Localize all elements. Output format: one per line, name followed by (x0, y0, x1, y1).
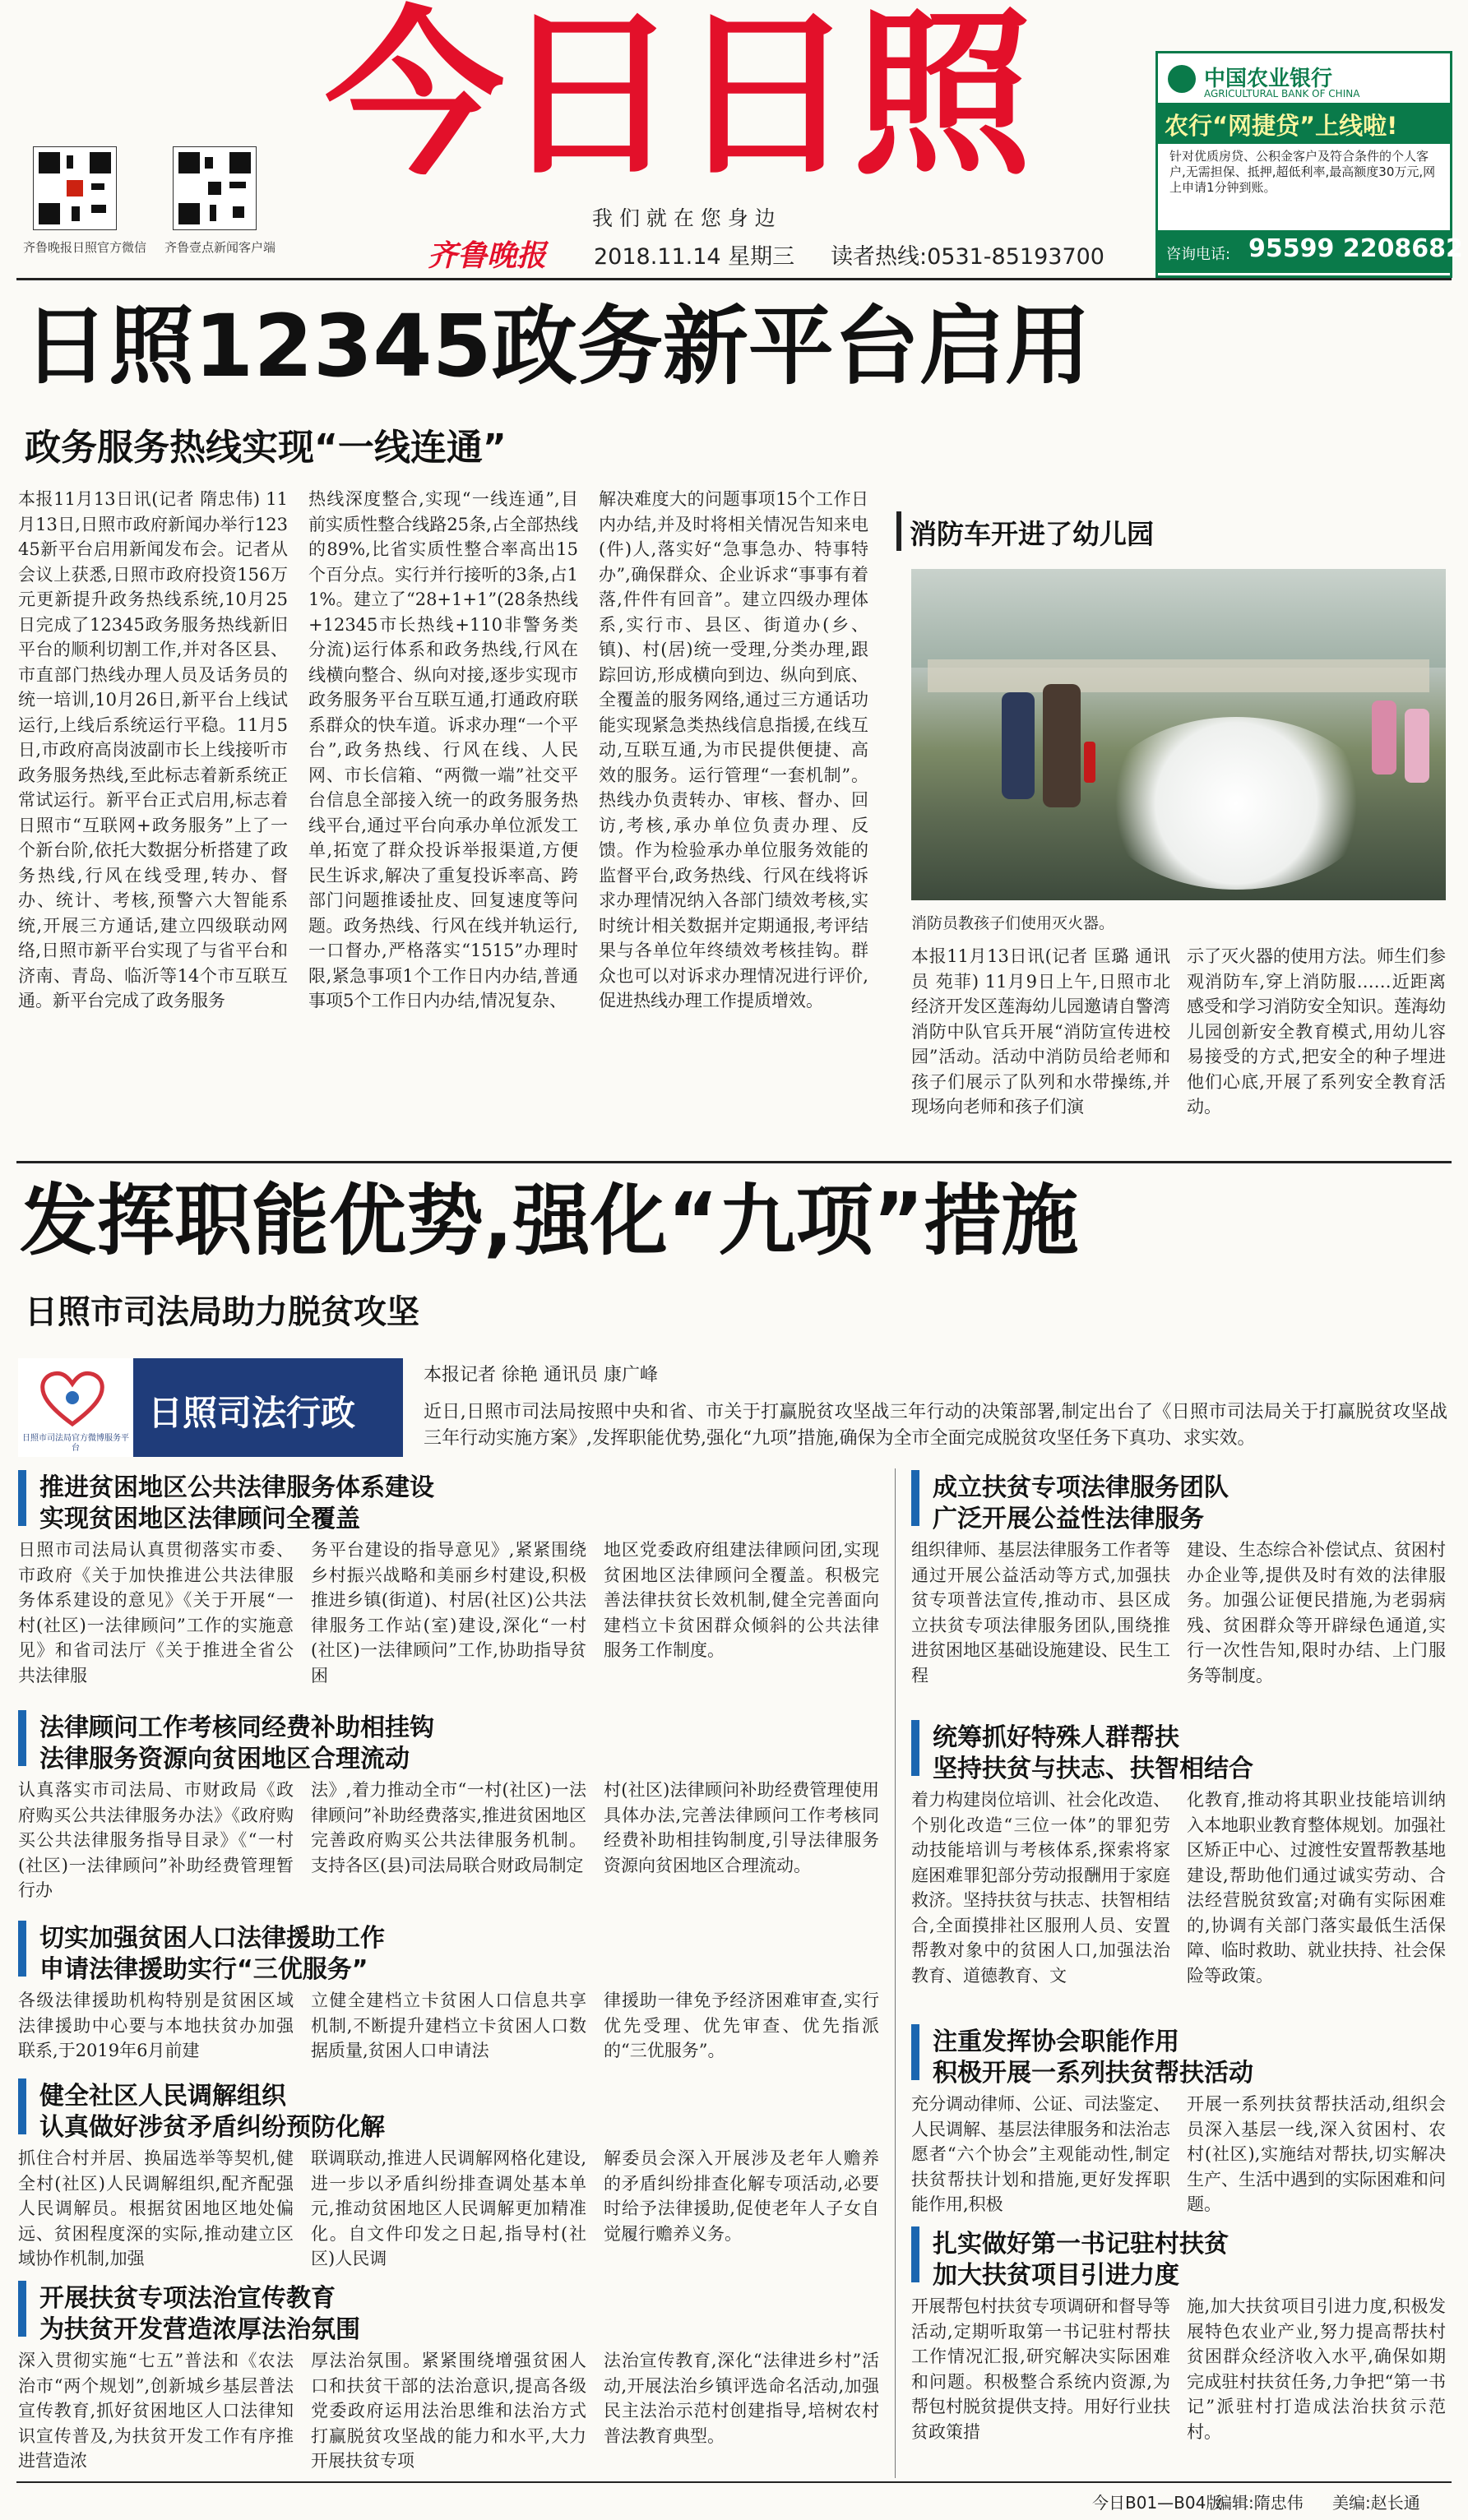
ad-headline: 农行“网捷贷”上线啦! (1165, 112, 1398, 140)
bank-logo-icon (1168, 65, 1196, 93)
section-marker (18, 2078, 26, 2134)
photo-caption: 消防员教孩子们使用灭火器。 (911, 914, 1115, 932)
section-5-col-2: 厚法治氛围。紧紧围绕增强贫困人口和扶贫干部的法治意识,提高各级党委政府运用法治思维和法治方式打赢脱贫攻坚战的能力和水平,大力开展扶贫专项 (311, 2351, 586, 2471)
qr-caption-app: 齐鲁壹点新闻客户端 (164, 240, 276, 255)
section-marker (911, 1470, 919, 1526)
section-marker (911, 2226, 919, 2282)
section-8-headline: 注重发挥协会职能作用 (933, 2028, 1179, 2056)
banner-sub: 日照市司法局官方微博服务平台 (22, 1434, 129, 1453)
section-6-headline: 成立扶贫专项法律服务团队 (933, 1473, 1229, 1502)
footer-rule (16, 2481, 1452, 2483)
section-6-subheadline: 广泛开展公益性法律服务 (933, 1505, 1204, 1533)
feature-byline: 本报记者 徐艳 通讯员 康广峰 (424, 1365, 658, 1385)
ad-phone-label: 咨询电话: (1166, 246, 1231, 263)
section-9-col-1: 开展帮包村扶贫专项调研和督导等活动,定期听取第一书记驻村帮扶工作情况汇报,研究解决实际困难和问题。积极整合系统内资源,为帮包村脱贫提供支持。用好行业扶贫政策措 (911, 2296, 1170, 2442)
bank-ad (1155, 51, 1463, 278)
section-7-subheadline: 坚持扶贫与扶志、扶智相结合 (933, 1755, 1253, 1783)
reader-hotline: 读者热线:0531-85193700 (831, 244, 1104, 270)
section-marker (18, 1470, 26, 1526)
section-4-col-2: 联调联动,推进人民调解网格化建设,进一步以矛盾纠纷排查调处基本单元,推动贫困地区人民调解更加精准化。自文件印发之日起,指导村(社区)人民调 (311, 2148, 586, 2268)
banner-title: 日照司法行政 (148, 1393, 356, 1433)
ad-body: 针对优质房贷、公积金客户及符合条件的个人客户,无需担保、抵押,超低利率,最高额度30万元,网上申请1分钟到账。 (1169, 149, 1436, 195)
section-2-col-3: 村(社区)法律顾问补助经费管理使用具体办法,完善法律顾问工作考核同经费补助相挂钩制度,引导法律服务资源向贫困地区合理流动。 (604, 1780, 879, 1875)
section-marker (18, 1710, 26, 1766)
kindergarten-photo (911, 569, 1446, 900)
section-3-col-2: 立健全建档立卡贫困人口信息共享机制,不断提升建档立卡贫困人口数据质量,贫困人口申请法 (311, 1991, 586, 2060)
section-2-subheadline: 法律服务资源向贫困地区合理流动 (39, 1745, 410, 1773)
section-1-subheadline: 实现贫困地区法律顾问全覆盖 (39, 1505, 360, 1533)
feature-headline: 发挥职能优势,强化“九项”措施 (20, 1177, 1079, 1266)
masthead-divider (16, 278, 1452, 280)
footer-art: 美编:赵长通 (1332, 2493, 1420, 2513)
section-1-col-3: 地区党委政府组建法律顾问团,实现贫困地区法律顾问全覆盖。积极完善法律扶贫长效机制,健全完善面向建档立卡贫困群众倾斜的公共法律服务工作制度。 (604, 1540, 879, 1660)
column-divider (895, 1468, 896, 2478)
section-2-col-2: 法》,着力推动全市“一村(社区)一法律顾问”补助经费落实,推进贫困地区完善政府购买公共法律服务机制。支持各区(县)司法局联合财政局制定 (311, 1780, 586, 1875)
qr-code-app (173, 146, 257, 230)
footer-editor: 编辑:隋忠伟 (1216, 2493, 1304, 2513)
section-2-col-1: 认真落实市司法局、市财政局《政府购买公共法律服务办法》《政府购买公共法律服务指导目录》《“一村(社区)一法律顾问”补助经费管理暂行办 (18, 1780, 294, 1900)
bank-name-cn: 中国农业银行 (1204, 67, 1333, 91)
side-story-col-1: 本报11月13日讯(记者 匡璐 通讯员 苑菲) 11月9日上午,日照市北经济开发区莲海幼儿园邀请自警湾消防中队官兵开展“消防宣传进校园”活动。活动中消防员给老师和孩子们展示了队列和水带操练,并现场向老师和孩子们演 (911, 946, 1170, 1117)
section-marker (911, 2024, 919, 2080)
section-5-col-3: 法治宣传教育,深化“法律进乡村”活动,开展法治乡镇评选命名活动,加强民主法治示范村创建指导,培树农村普法教育典型。 (604, 2351, 879, 2446)
section-4-col-3: 解委员会深入开展涉及老年人赡养的矛盾纠纷排查化解专项活动,必要时给予法律援助,促使老年人子女自觉履行赡养义务。 (604, 2148, 879, 2244)
section-2-headline: 法律顾问工作考核同经费补助相挂钩 (39, 1713, 434, 1742)
section-3-headline: 切实加强贫困人口法律援助工作 (39, 1924, 385, 1953)
side-story-col-2: 示了灭火器的使用方法。师生们参观消防车,穿上消防服……近距离感受和学习消防安全知识。莲海幼儿园创新安全教育模式,用幼儿容易接受的方式,把安全的种子埋进他们心底,开展了系列安全教育活动。 (1187, 946, 1446, 1117)
qr-caption-wechat: 齐鲁晚报日照官方微信 (23, 240, 147, 255)
section-4-subheadline: 认真做好涉贫矛盾纠纷预防化解 (39, 2113, 385, 2142)
feature-intro: 近日,日照市司法局按照中央和省、市关于打赢脱贫攻坚战三年行动的决策部署,制定出台了《日照市司法局关于打赢脱贫攻坚战三年行动实施方案》,发挥职能优势,强化“九项”措施,确保为全市全面完成脱贫攻坚任务下真功、求实效。 (424, 1402, 1447, 1449)
section-9-subheadline: 加大扶贫项目引进力度 (933, 2261, 1179, 2290)
bank-name-en: AGRICULTURAL BANK OF CHINA (1204, 88, 1360, 99)
section-9-headline: 扎实做好第一书记驻村扶贫 (933, 2230, 1229, 2259)
heart-logo-icon (39, 1370, 105, 1427)
lead-col-2: 热线深度整合,实现“一线连通”,目前实质性整合线路25条,占全部热线的89%,比省实质性整合率高出15个百分点。实行并行接听的3条,占11%。建立了“28+1+1”(28条热线+12345市长热线+110非警务类分流)运行体系和政务热线,行风在线横向整合、纵向对接,逐步实现市政务服务平台互联互通,打通政府联系群众的快车道。诉求办理“一个平台”,政务热线、行风在线、人民网、市长信箱、“两微一端”社交平台信息全部接入统一的政务服务热线平台,通过平台向承办单位派发工单,拓宽了群众投诉举报渠道,方便民生诉求,解决了重复投诉率高、跨部门问题推诿扯皮、回复速度等问题。政务热线、行风在线并轨运行,一口督办,严格落实“1515”办理时限,紧急事项1个工作日内办结,普通事项5个工作日内办结,情况复杂、 (308, 489, 578, 1010)
section-5-col-1: 深入贯彻实施“七五”普法和《农法治市“两个规划”,创新城乡基层普法宣传教育,抓好贫困地区人口法律知识宣传普及,为扶贫开发工作有序推进营造浓 (18, 2351, 294, 2471)
issue-date: 2018.11.14 星期三 (594, 244, 795, 270)
qr-code-wechat (33, 146, 117, 230)
section-8-col-1: 充分调动律师、公证、司法鉴定、人民调解、基层法律服务和法治志愿者“六个协会”主观能动性,制定扶贫帮扶计划和措施,更好发挥职能作用,积极 (911, 2094, 1170, 2214)
section-8-col-2: 开展一系列扶贫帮扶活动,组织会员深入基层一线,深入贫困村、农村(社区),实施结对帮扶,切实解决生产、生活中遇到的实际困难和问题。 (1187, 2094, 1446, 2214)
feature-subheadline: 日照市司法局助力脱贫攻坚 (25, 1293, 419, 1331)
masthead-slogan: 我 们 就 在 您 身 边 (592, 206, 776, 230)
section-9-col-2: 施,加大扶贫项目引进力度,积极发展特色农业产业,努力提高帮扶村贫困群众经济收入水平,确保如期完成驻村扶贫任务,力争把“第一书记”派驻村打造成法治扶贫示范村。 (1187, 2296, 1446, 2442)
ad-phone: 95599 2208682 (1248, 234, 1463, 263)
section-marker (911, 1720, 919, 1776)
section-6-col-1: 组织律师、基层法律服务工作者等通过开展公益活动等方式,加强扶贫专项普法宣传,推动市、县区成立扶贫专项法律服务团队,围绕推进贫困地区基础设施建设、民生工程 (911, 1540, 1170, 1685)
section-3-subheadline: 申请法律援助实行“三优服务” (39, 1955, 368, 1984)
section-1-col-1: 日照市司法局认真贯彻落实市委、市政府《关于加快推进公共法律服务体系建设的意见》《关于开展“一村(社区)一法律顾问”工作的实施意见》和省司法厅《关于推进全省公共法律服 (18, 1540, 294, 1685)
section-8-subheadline: 积极开展一系列扶贫帮扶活动 (933, 2059, 1253, 2088)
lead-col-1: 本报11月13日讯(记者 隋忠伟) 11月13日,日照市政府新闻办举行12345新平台启用新闻发布会。记者从会议上获悉,日照市政府投资156万元更新提升政务热线系统,10月25日完成了12345政务服务热线新旧平台的顺利切割工作,并对各区县、市直部门热线办理人员及话务员的统一培训,10月26日,新平台上线试运行,上线后系统运行平稳。11月5日,市政府高岗波副市长上线接听市政务服务热线,至此标志着新系统正常试运行。新平台正式启用,标志着日照市“互联网+政务服务”上了一个新台阶,依托大数据分析搭建了政务热线,行风在线受理,转办、督办、统计、考核,预警六大智能系统,开展三方通话,建立四级联动网络,日照市新平台实现了与省平台和济南、青岛、临沂等14个市互联互通。新平台完成了政务服务 (18, 489, 288, 1010)
lead-section-divider (16, 1161, 1452, 1163)
lead-headline: 日照12345政务新平台启用 (23, 296, 1091, 396)
lead-col-3: 解决难度大的问题事项15个工作日内办结,并及时将相关情况告知来电(件)人,落实好“急事急办、特事特办”,确保群众、企业诉求“事事有着落,件件有回音”。建立四级办理体系,实行市、县区、街道办(乡、镇)、村(居)统一受理,分类办理,跟踪回访,形成横向到边、纵向到底、全覆盖的服务网络,通过三方通话功能实现紧急类热线信息指援,在线互动,互联互通,为市民提供便捷、高效的服务。运行管理“一套机制”。热线办负责转办、审核、督办、回访,考核,承办单位负责办理、反馈。作为检验承办单位服务效能的监督平台,政务热线、行风在线将诉求办理情况纳入各部门绩效考核,实时统计相关数据并定期通报,考评结果与各单位年终绩效考核挂钩。群众也可以对诉求办理情况进行评价,促进热线办理工作提质增效。 (599, 489, 868, 1010)
section-7-col-2: 化教育,推动将其职业技能培训纳入本地职业教育整体规划。加强社区矫正中心、过渡性安置帮教基地建设,帮助他们通过诚实劳动、合法经营脱贫致富;对确有实际困难的,协调有关部门落实最低生活保障、临时救助、就业扶持、社会保险等政策。 (1187, 1790, 1446, 1986)
side-story-headline: 消防车开进了幼儿园 (910, 518, 1154, 550)
lead-subheadline: 政务服务热线实现“一线连通” (25, 427, 507, 469)
paper-name-logo: 齐鲁晚报 (428, 238, 547, 273)
section-1-headline: 推进贫困地区公共法律服务体系建设 (39, 1473, 434, 1502)
section-7-col-1: 着力构建岗位培训、社会化改造、个别化改造“三位一体”的罪犯劳动技能培训与考核体系,探索将家庭困难罪犯部分劳动报酬用于家庭救济。坚持扶贫与扶志、扶智相结合,全面摸排社区服刑人员、安置帮教对象中的贫困人口,加强法治教育、道德教育、文 (911, 1790, 1170, 1986)
footer-pages: 今日B01—B04版 (1092, 2493, 1223, 2513)
section-7-headline: 统筹抓好特殊人群帮扶 (933, 1723, 1179, 1752)
section-marker (18, 2281, 26, 2337)
section-4-headline: 健全社区人民调解组织 (39, 2082, 286, 2111)
section-5-headline: 开展扶贫专项法治宣传教育 (39, 2284, 336, 2313)
justice-banner (18, 1358, 403, 1457)
section-1-col-2: 务平台建设的指导意见》,紧紧围绕乡村振兴战略和美丽乡村建设,积极推进乡镇(街道)、村居(社区)公共法律服务工作站(室)建设,深化“一村(社区)一法律顾问”工作,协助指导贫困 (311, 1540, 586, 1685)
section-3-col-3: 律援助一律免予经济困难审查,实行优先受理、优先审查、优先指派的“三优服务”。 (604, 1991, 879, 2060)
section-marker (18, 1921, 26, 1977)
section-5-subheadline: 为扶贫开发营造浓厚法治氛围 (39, 2315, 360, 2344)
masthead-title: 今日日照 (325, 0, 1029, 200)
section-4-col-1: 抓住合村并居、换届选举等契机,健全村(社区)人民调解组织,配齐配强人民调解员。根据贫困地区地处偏远、贫困程度深的实际,推动建立区域协作机制,加强 (18, 2148, 294, 2268)
section-6-col-2: 建设、生态综合补偿试点、贫困村办企业等,提供及时有效的法律服务。加强公证便民措施,为老弱病残、贫困群众等开辟绿色通道,实行一次性告知,限时办结、上门服务等制度。 (1187, 1540, 1446, 1685)
section-3-col-1: 各级法律援助机构特别是贫困区域法律援助中心要与本地扶贫办加强联系,于2019年6月前建 (18, 1991, 294, 2060)
